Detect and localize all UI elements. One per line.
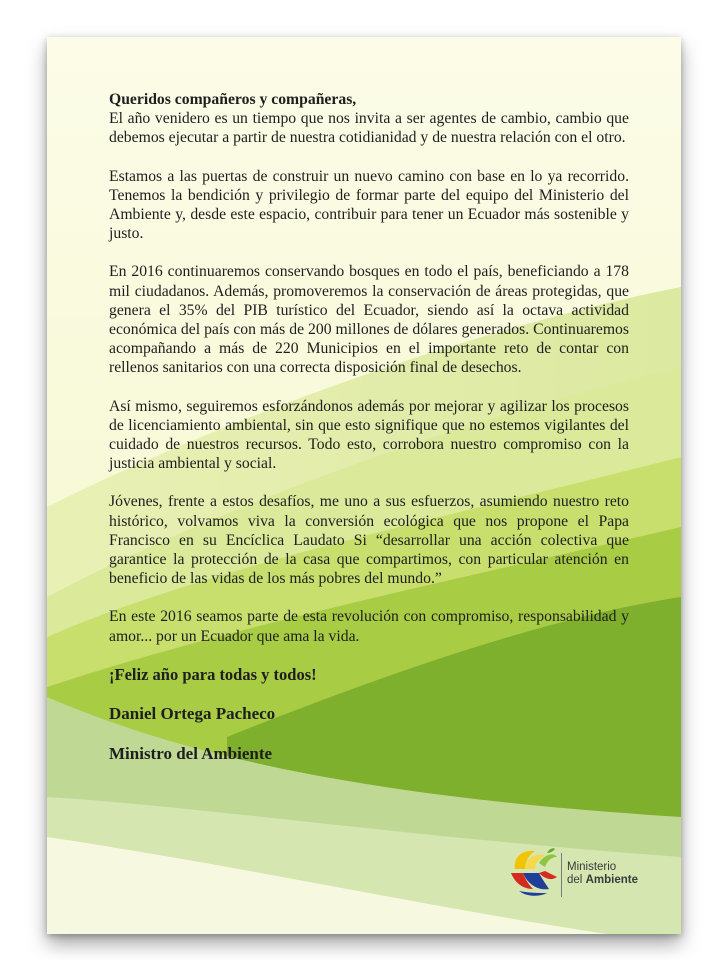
paragraph-5: Jóvenes, frente a estos desafíos, me uno a sus esfuerzos, asumiendo nuestro reto histórico, volvamos viva la conversión ecológica que nos propone el Papa Francisco en su Encíclica Laudato Si “desarrollar una acción colectiva que garantice la protección de la casa que compartimos, con particular atención en beneficio de las vidas de los más pobres del mundo.” (109, 493, 629, 588)
greeting: Queridos compañeros y compañeras, (109, 91, 357, 108)
letter-page (47, 37, 681, 934)
signature-name: Daniel Ortega Pacheco (109, 704, 276, 724)
paragraph-4: Así mismo, seguiremos esforzándonos además por mejorar y agilizar los procesos de licenciamiento ambiental, sin que esto signifique que no estemos vigilantes del cuidado de nuestros recursos. Todo esto, corrobora nuestro compromiso con la justicia ambiental y social. (109, 397, 629, 473)
paragraph-3: En 2016 continuaremos conservando bosques en todo el país, beneficiando a 178 mil ciudadanos. Además, promoveremos la conservación de áreas protegidas, que genera el 35% del PIB turístico del Ecuador, siendo así la octava actividad económica del país con más de 200 millones de dólares generados. Continuaremos acompañando a más de 220 Municipios en el importante reto de contar con rellenos sanitarios con una correcta disposición final de desechos. (109, 263, 629, 377)
logo-line-2 (567, 874, 638, 887)
letter-body (109, 90, 629, 783)
closing-line: ¡Feliz año para todas y todos! (109, 664, 317, 684)
signature-title: Ministro del Ambiente (109, 744, 273, 764)
logo-line-2-prefix: del (567, 874, 583, 886)
logo-wordmark (567, 861, 638, 887)
paragraph-1: El año venidero es un tiempo que nos invita a ser agentes de cambio, cambio que debemos ejecutar a partir de nuestra cotidianidad y de nuestra relación con el otro. (109, 110, 629, 147)
ministry-emblem-icon (505, 843, 561, 901)
paragraph-2: Estamos a las puertas de construir un nuevo camino con base en lo ya recorrido. Tenemos la bendición y privilegio de formar parte del equipo del Ministerio del Ambiente y, desde este espacio, contribuir para tener un Ecuador más sostenible y justo. (109, 167, 629, 243)
ministry-logo (505, 843, 655, 901)
logo-divider (561, 853, 562, 897)
logo-line-1: Ministerio (567, 861, 617, 873)
logo-line-2-bold: Ambiente (585, 874, 638, 886)
paragraph-6: En este 2016 seamos parte de esta revolución con compromiso, responsabilidad y amor... por un Ecuador que ama la vida. (109, 608, 629, 645)
